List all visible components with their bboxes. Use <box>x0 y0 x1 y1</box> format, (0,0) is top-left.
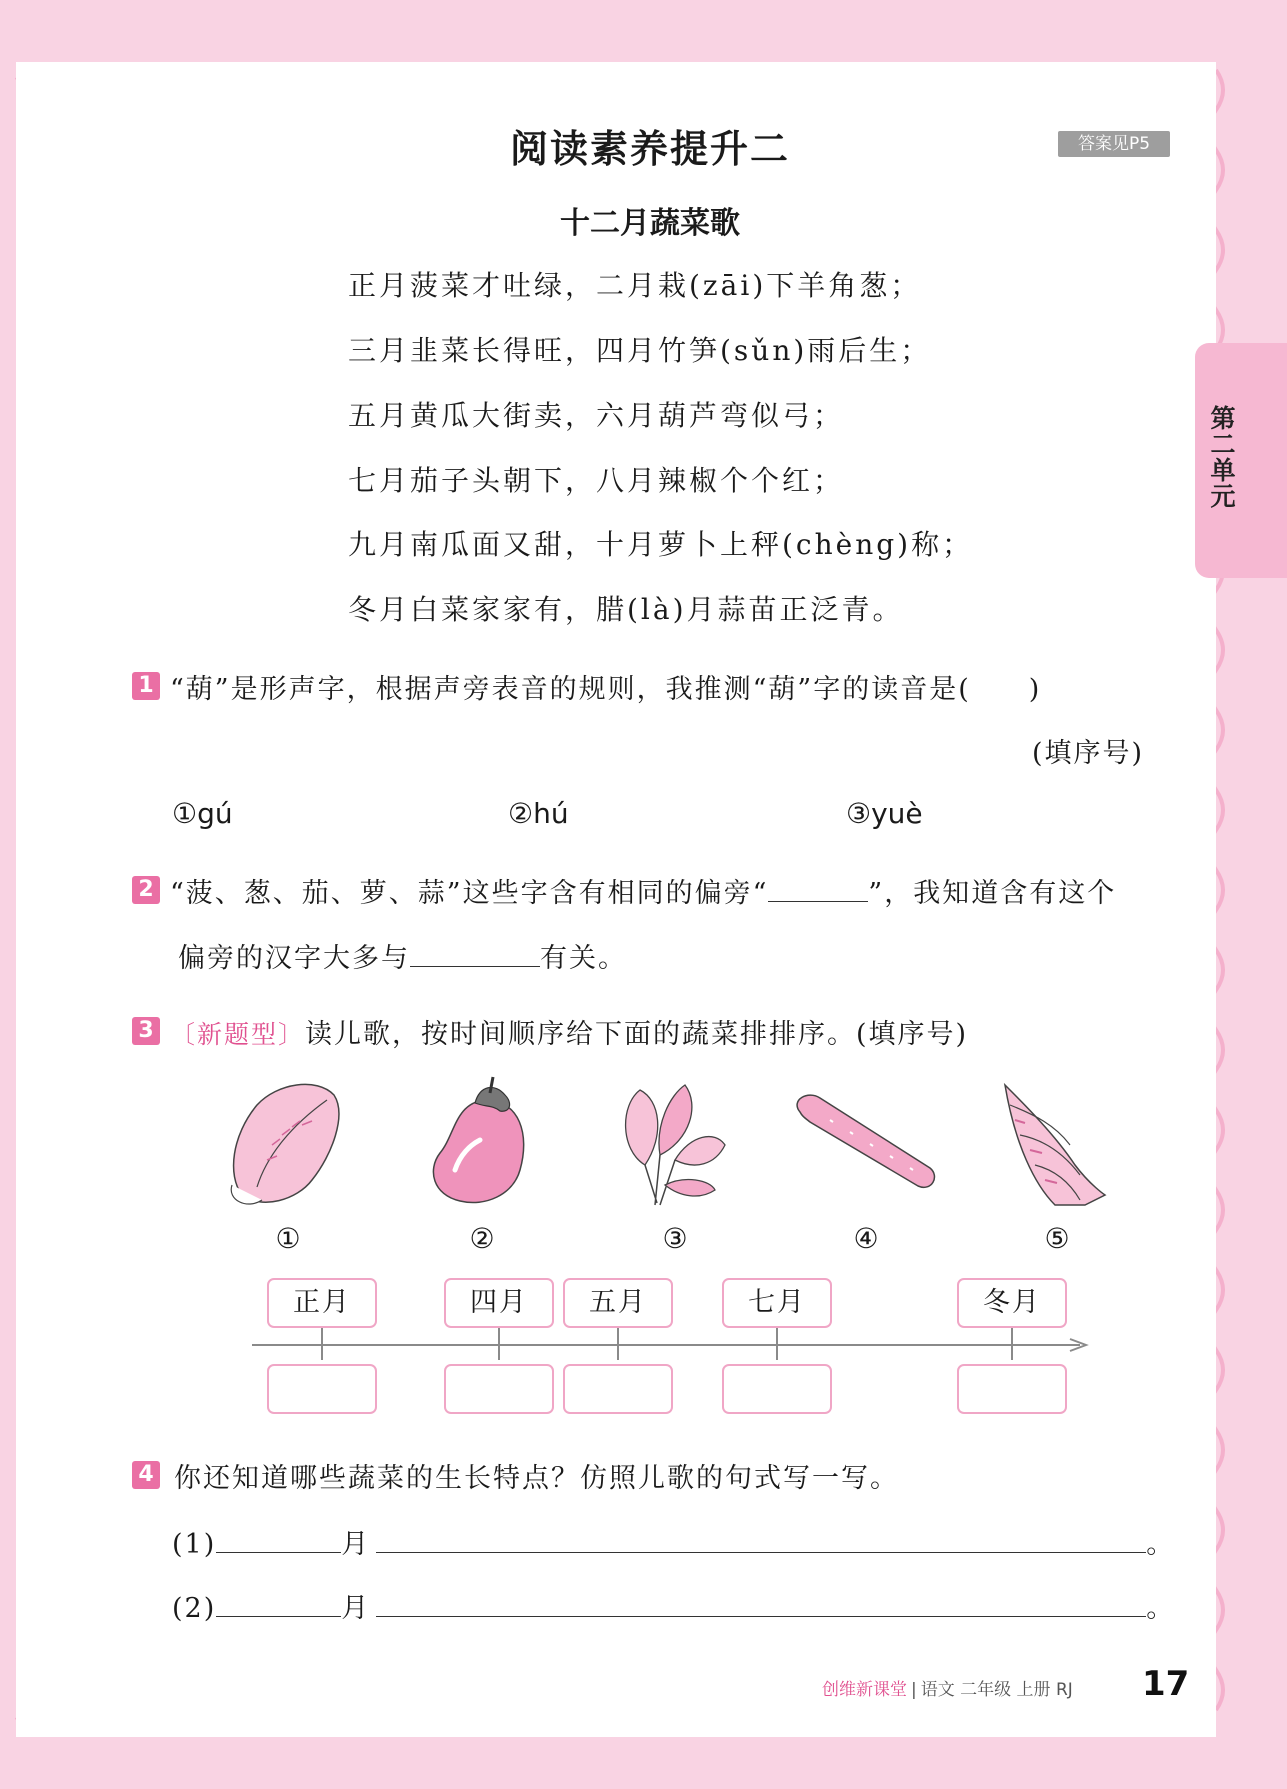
answer-box-3[interactable] <box>563 1364 673 1414</box>
answer-line-1 <box>172 1522 1175 1561</box>
unit-side-tab-label: 第二单元 <box>1207 405 1236 509</box>
answer-box-1[interactable] <box>267 1364 377 1414</box>
answer-line-1-label: (1) <box>172 1529 217 1560</box>
option-3[interactable]: ③yuè <box>846 797 923 830</box>
question-number-2: 2 <box>132 876 160 904</box>
question-number-4: 4 <box>132 1461 160 1489</box>
radical-answer-blank[interactable] <box>768 901 868 902</box>
answer-line-2-end: 。 <box>1146 1593 1176 1624</box>
answer-line-2-month: 月 <box>341 1593 371 1624</box>
answer-line-2 <box>172 1586 1175 1625</box>
vegetable-label-3: ③ <box>662 1222 688 1255</box>
month-box-5: 冬月 <box>957 1278 1067 1328</box>
question-3-line <box>170 1012 968 1051</box>
cucumber-icon <box>790 1090 940 1195</box>
question-3-text: 读儿歌，按时间顺序给下面的蔬菜排排序。(填序号) <box>305 1019 969 1050</box>
answer-box-5[interactable] <box>957 1364 1067 1414</box>
footer-separator: | <box>911 1680 917 1700</box>
cabbage-icon <box>222 1075 352 1210</box>
footer <box>822 1675 1073 1700</box>
answer-line-1-content-blank[interactable] <box>376 1552 1146 1553</box>
poem-line: 七月茄子头朝下，八月辣椒个个红； <box>348 464 845 497</box>
answer-line-1-month: 月 <box>341 1529 371 1560</box>
question-2-text-b: ”，我知道含有这个 <box>868 878 1117 909</box>
question-number-3: 3 <box>132 1017 160 1045</box>
poem-title: 十二月蔬菜歌 <box>560 206 740 241</box>
month-box-2: 四月 <box>444 1278 554 1328</box>
meaning-answer-blank[interactable] <box>410 966 540 967</box>
month-box-4: 七月 <box>722 1278 832 1328</box>
new-question-type-tag: 〔新题型〕 <box>170 1020 306 1049</box>
poem-line: 五月黄瓜大街卖，六月葫芦弯似弓； <box>348 399 845 432</box>
timeline-tick <box>617 1328 619 1360</box>
timeline-tick <box>498 1328 500 1360</box>
question-2-text-d: 有关。 <box>540 943 627 974</box>
footer-brand: 创维新课堂 <box>822 1680 907 1700</box>
unit-side-tab <box>1195 343 1287 578</box>
answer-line-2-label: (2) <box>172 1593 217 1624</box>
month-box-3: 五月 <box>563 1278 673 1328</box>
question-2-text-c: 偏旁的汉字大多与 <box>178 943 410 974</box>
question-2-line-2 <box>178 936 627 975</box>
spinach-icon <box>615 1075 730 1210</box>
question-4-text: 你还知道哪些蔬菜的生长特点？仿照儿歌的句式写一写。 <box>174 1463 899 1494</box>
timeline-tick <box>321 1328 323 1360</box>
answer-line-2-content-blank[interactable] <box>376 1616 1146 1617</box>
timeline-tick <box>1011 1328 1013 1360</box>
page-title: 阅读素养提升二 <box>509 127 790 171</box>
footer-info: 语文 二年级 上册 RJ <box>920 1680 1073 1700</box>
question-1-note: (填序号) <box>1032 738 1145 769</box>
option-2[interactable]: ②hú <box>508 797 569 830</box>
vegetable-label-4: ④ <box>853 1222 879 1255</box>
question-2-line-1 <box>170 871 1116 910</box>
vegetable-label-5: ⑤ <box>1044 1222 1070 1255</box>
timeline-arrow <box>250 1335 1095 1355</box>
answer-box-2[interactable] <box>444 1364 554 1414</box>
timeline-tick <box>776 1328 778 1360</box>
poem-line: 正月菠菜才吐绿，二月栽(zāi)下羊角葱； <box>348 269 922 302</box>
answer-line-2-month-blank[interactable] <box>216 1616 341 1617</box>
poem-line: 三月韭菜长得旺，四月竹笋(sǔn)雨后生； <box>348 334 932 367</box>
answer-line-1-end: 。 <box>1146 1529 1176 1560</box>
poem-line: 九月南瓜面又甜，十月萝卜上秤(chèng)称； <box>348 528 974 561</box>
question-number-1: 1 <box>132 672 160 700</box>
vegetable-label-2: ② <box>469 1222 495 1255</box>
question-2-text-a: “菠、葱、茄、萝、蒜”这些字含有相同的偏旁“ <box>170 878 769 909</box>
option-1[interactable]: ①gú <box>172 797 233 830</box>
answer-line-1-month-blank[interactable] <box>216 1552 341 1553</box>
bamboo-shoot-icon <box>995 1075 1115 1210</box>
page-number: 17 <box>1142 1664 1190 1704</box>
answer-box-4[interactable] <box>722 1364 832 1414</box>
poem-line: 冬月白菜家家有，腊(là)月蒜苗正泛青。 <box>348 593 904 626</box>
month-box-1: 正月 <box>267 1278 377 1328</box>
eggplant-icon <box>425 1075 545 1210</box>
answer-reference-badge: 答案见P5 <box>1058 131 1170 157</box>
question-1-text: “葫”是形声字，根据声旁表音的规则，我推测“葫”字的读音是( ) <box>170 674 1042 705</box>
vegetable-label-1: ① <box>275 1222 301 1255</box>
